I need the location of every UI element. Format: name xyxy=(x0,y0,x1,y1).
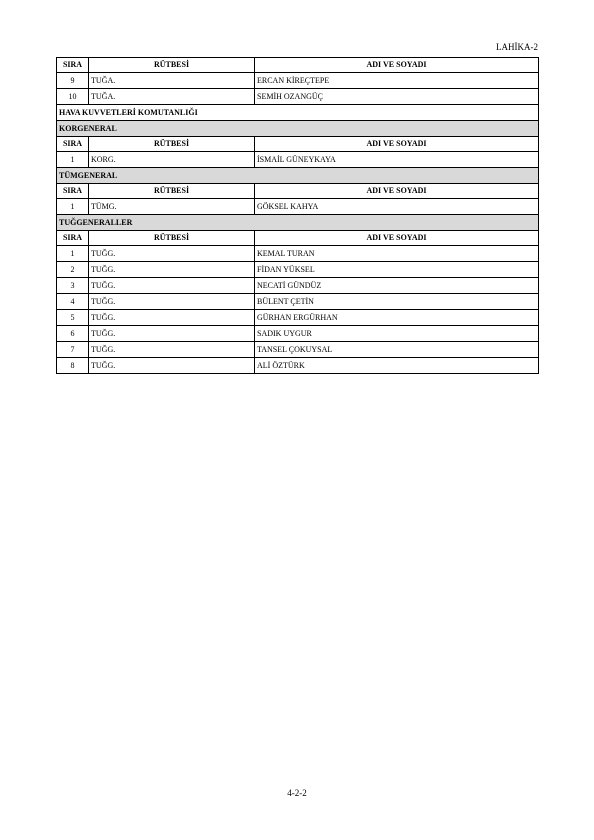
section-title: TÜMGENERAL xyxy=(57,168,539,184)
column-header-ad: ADI VE SOYADI xyxy=(255,231,539,246)
personnel-table xyxy=(56,57,539,374)
cell-rutbe: TUĞG. xyxy=(89,326,255,342)
cell-rutbe: TUĞG. xyxy=(89,342,255,358)
cell-sira: 10 xyxy=(57,89,89,105)
cell-sira: 9 xyxy=(57,73,89,89)
table-row xyxy=(57,89,539,105)
cell-ad: KEMAL TURAN xyxy=(255,246,539,262)
table-row xyxy=(57,294,539,310)
cell-ad: BÜLENT ÇETİN xyxy=(255,294,539,310)
table-header-row xyxy=(57,137,539,152)
table-row xyxy=(57,358,539,374)
cell-ad: TANSEL ÇOKUYSAL xyxy=(255,342,539,358)
table-header-row xyxy=(57,231,539,246)
cell-sira: 7 xyxy=(57,342,89,358)
cell-rutbe: TUĞG. xyxy=(89,294,255,310)
cell-sira: 6 xyxy=(57,326,89,342)
cell-sira: 8 xyxy=(57,358,89,374)
column-header-sira: SIRA xyxy=(57,231,89,246)
cell-ad: ERCAN KİREÇTEPE xyxy=(255,73,539,89)
section-row-organization xyxy=(57,105,539,121)
cell-ad: GÜRHAN ERGÜRHAN xyxy=(255,310,539,326)
cell-sira: 3 xyxy=(57,278,89,294)
column-header-rutbe: RÜTBESİ xyxy=(89,231,255,246)
cell-sira: 5 xyxy=(57,310,89,326)
table-row xyxy=(57,152,539,168)
cell-ad: SADIK UYGUR xyxy=(255,326,539,342)
column-header-ad: ADI VE SOYADI xyxy=(255,58,539,73)
cell-rutbe: TUĞA. xyxy=(89,73,255,89)
cell-rutbe: TUĞG. xyxy=(89,246,255,262)
column-header-rutbe: RÜTBESİ xyxy=(89,137,255,152)
table-row xyxy=(57,310,539,326)
table-row xyxy=(57,278,539,294)
section-title: TUĞGENERALLER xyxy=(57,215,539,231)
organization-title: HAVA KUVVETLERİ KOMUTANLIĞI xyxy=(57,105,539,121)
table-row xyxy=(57,326,539,342)
column-header-ad: ADI VE SOYADI xyxy=(255,137,539,152)
section-row-tumgeneral xyxy=(57,168,539,184)
column-header-ad: ADI VE SOYADI xyxy=(255,184,539,199)
cell-ad: İSMAİL GÜNEYKAYA xyxy=(255,152,539,168)
cell-rutbe: TUĞG. xyxy=(89,262,255,278)
cell-rutbe: TÜMG. xyxy=(89,199,255,215)
table-row xyxy=(57,246,539,262)
cell-sira: 4 xyxy=(57,294,89,310)
column-header-rutbe: RÜTBESİ xyxy=(89,58,255,73)
table-row xyxy=(57,262,539,278)
table-row xyxy=(57,73,539,89)
cell-ad: ALİ ÖZTÜRK xyxy=(255,358,539,374)
page-number: 4-2-2 xyxy=(287,788,307,798)
cell-rutbe: TUĞA. xyxy=(89,89,255,105)
cell-sira: 1 xyxy=(57,246,89,262)
cell-ad: SEMİH OZANGÜÇ xyxy=(255,89,539,105)
table-header-row xyxy=(57,58,539,73)
cell-rutbe: TUĞG. xyxy=(89,278,255,294)
cell-ad: NECATİ GÜNDÜZ xyxy=(255,278,539,294)
section-row-korgeneral xyxy=(57,121,539,137)
table-header-row xyxy=(57,184,539,199)
section-row-tuggeneraller xyxy=(57,215,539,231)
column-header-sira: SIRA xyxy=(57,58,89,73)
cell-sira: 1 xyxy=(57,199,89,215)
cell-sira: 1 xyxy=(57,152,89,168)
section-title: KORGENERAL xyxy=(57,121,539,137)
cell-ad: FİDAN YÜKSEL xyxy=(255,262,539,278)
cell-ad: GÖKSEL KAHYA xyxy=(255,199,539,215)
cell-sira: 2 xyxy=(57,262,89,278)
cell-rutbe: KORG. xyxy=(89,152,255,168)
table-row xyxy=(57,199,539,215)
column-header-sira: SIRA xyxy=(57,184,89,199)
cell-rutbe: TUĞG. xyxy=(89,358,255,374)
column-header-sira: SIRA xyxy=(57,137,89,152)
document-code: LAHİKA-2 xyxy=(496,42,538,52)
table-row xyxy=(57,342,539,358)
cell-rutbe: TUĞG. xyxy=(89,310,255,326)
column-header-rutbe: RÜTBESİ xyxy=(89,184,255,199)
